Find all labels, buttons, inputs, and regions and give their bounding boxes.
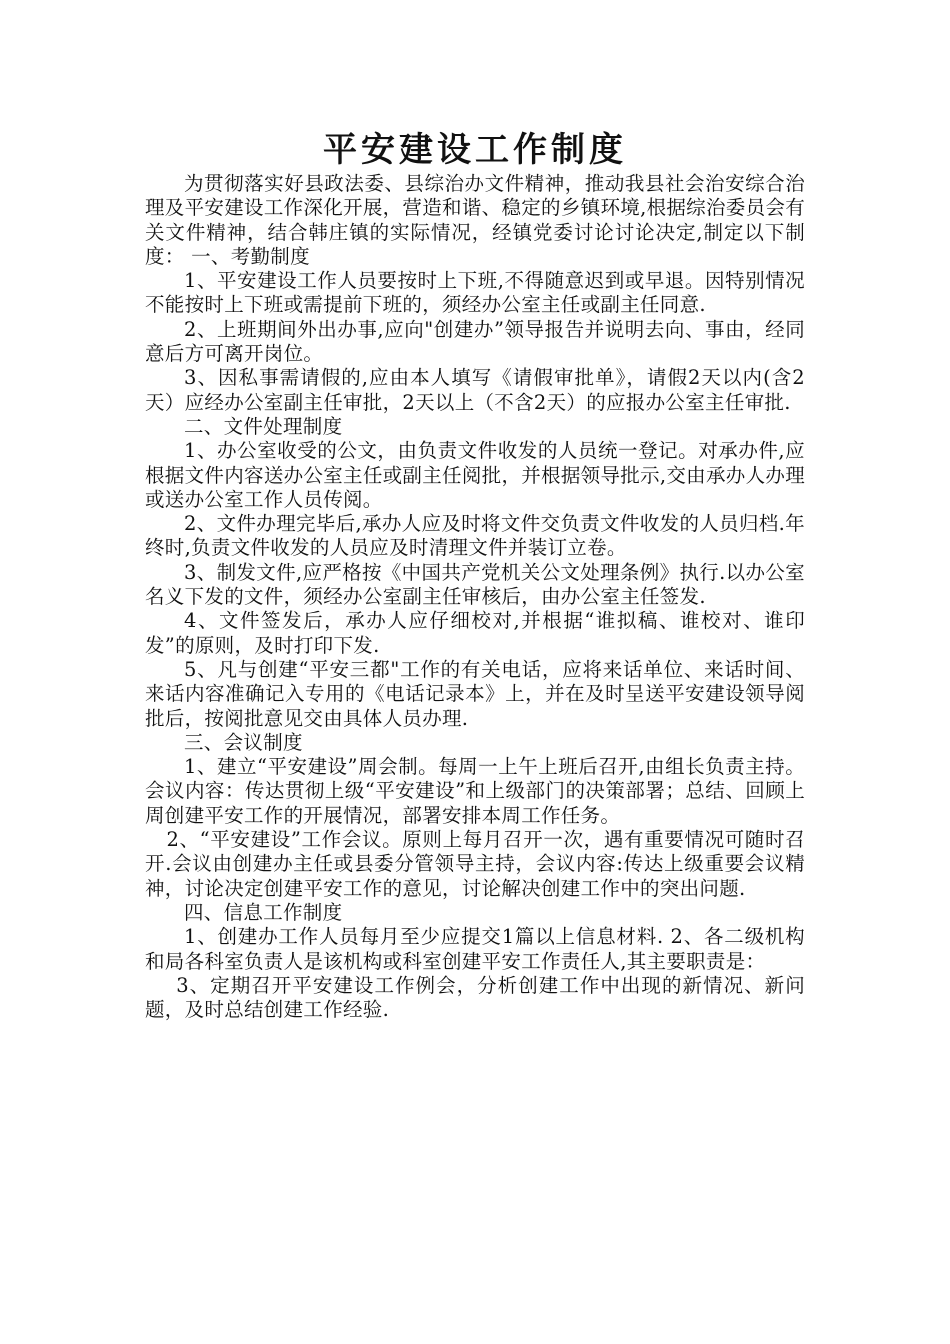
section-heading-information: 四、信息工作制度: [184, 900, 343, 924]
paragraph-meetings-2: 2、“平安建设”工作会议。原则上每月召开一次，遇有重要情况可随时召开.会议由创建办主任或县委分管领导主持，会议内容:传达上级重要会议精神，讨论决定创建平安工作的意见，讨论解决创建工作中的突出问题.: [145, 828, 805, 900]
paragraph-documents-5: 5、凡与创建“平安三都"工作的有关电话，应将来话单位、来话时间、来话内容准确记入专用的《电话记录本》上，并在及时呈送平安建设领导阅批后，按阅批意见交由具体人员办理.: [145, 657, 805, 730]
paragraph-documents-3: 3、制发文件,应严格按《中国共产党机关公文处理条例》执行.以办公室名义下发的文件，须经办公室副主任审核后，由办公室主任签发.: [145, 560, 805, 609]
paragraph-attendance-1: 1、平安建设工作人员要按时上下班,不得随意迟到或早退。因特别情况不能按时上下班或需提前下班的，须经办公室主任或副主任同意.: [145, 269, 805, 317]
paragraph-attendance-3: 3、因私事需请假的,应由本人填写《请假审批单》，请假2天以内(含2天）应经办公室副主任审批，2天以上（不含2天）的应报办公室主任审批.: [145, 366, 805, 414]
paragraph-information-1: 1、创建办工作人员每月至少应提交1篇以上信息材料. 2、各二级机构和局各科室负责人是该机构或科室创建平安工作责任人,其主要职责是：: [145, 925, 805, 973]
section-heading-meetings: 三、会议制度: [184, 730, 303, 754]
paragraph-documents-4: 4、文件签发后，承办人应仔细校对,并根据“谁拟稿、谁校对、谁印发”的原则，及时打印下发.: [145, 609, 805, 657]
paragraph-attendance-2: 2、上班期间外出办事,应向"创建办”领导报告并说明去向、事由，经同意后方可离开岗位。: [145, 317, 805, 366]
paragraph-information-3: 3、定期召开平安建设工作例会，分析创建工作中出现的新情况、新问题，及时总结创建工作经验.: [145, 973, 805, 1022]
paragraph-documents-2: 2、文件办理完毕后,承办人应及时将文件交负责文件收发的人员归档.年终时,负责文件收发的人员应及时清理文件并装订立卷。: [145, 512, 805, 560]
document-title: 平安建设工作制度: [323, 130, 627, 170]
section-heading-documents: 二、文件处理制度: [184, 414, 343, 438]
paragraph-documents-1: 1、办公室收受的公文，由负责文件收发的人员统一登记。对承办件,应根据文件内容送办公室主任或副主任阅批，并根据领导批示,交由承办人办理或送办公室工作人员传阅。: [145, 439, 805, 511]
paragraph-intro: 为贯彻落实好县政法委、县综治办文件精神，推动我县社会治安综合治理及平安建设工作深化开展，营造和谐、稳定的乡镇环境,根据综治委员会有关文件精神，结合韩庄镇的实际情况，经镇党委讨论讨论决定,制定以下制度： 一、考勤制度: [145, 172, 805, 268]
document-body: [145, 172, 805, 1022]
paragraph-meetings-1: 1、建立“平安建设”周会制。每周一上午上班后召开,由组长负责主持。会议内容：传达贯彻上级“平安建设”和上级部门的决策部署；总结、回顾上周创建平安工作的开展情况，部署安排本周工作任务。: [145, 755, 805, 827]
